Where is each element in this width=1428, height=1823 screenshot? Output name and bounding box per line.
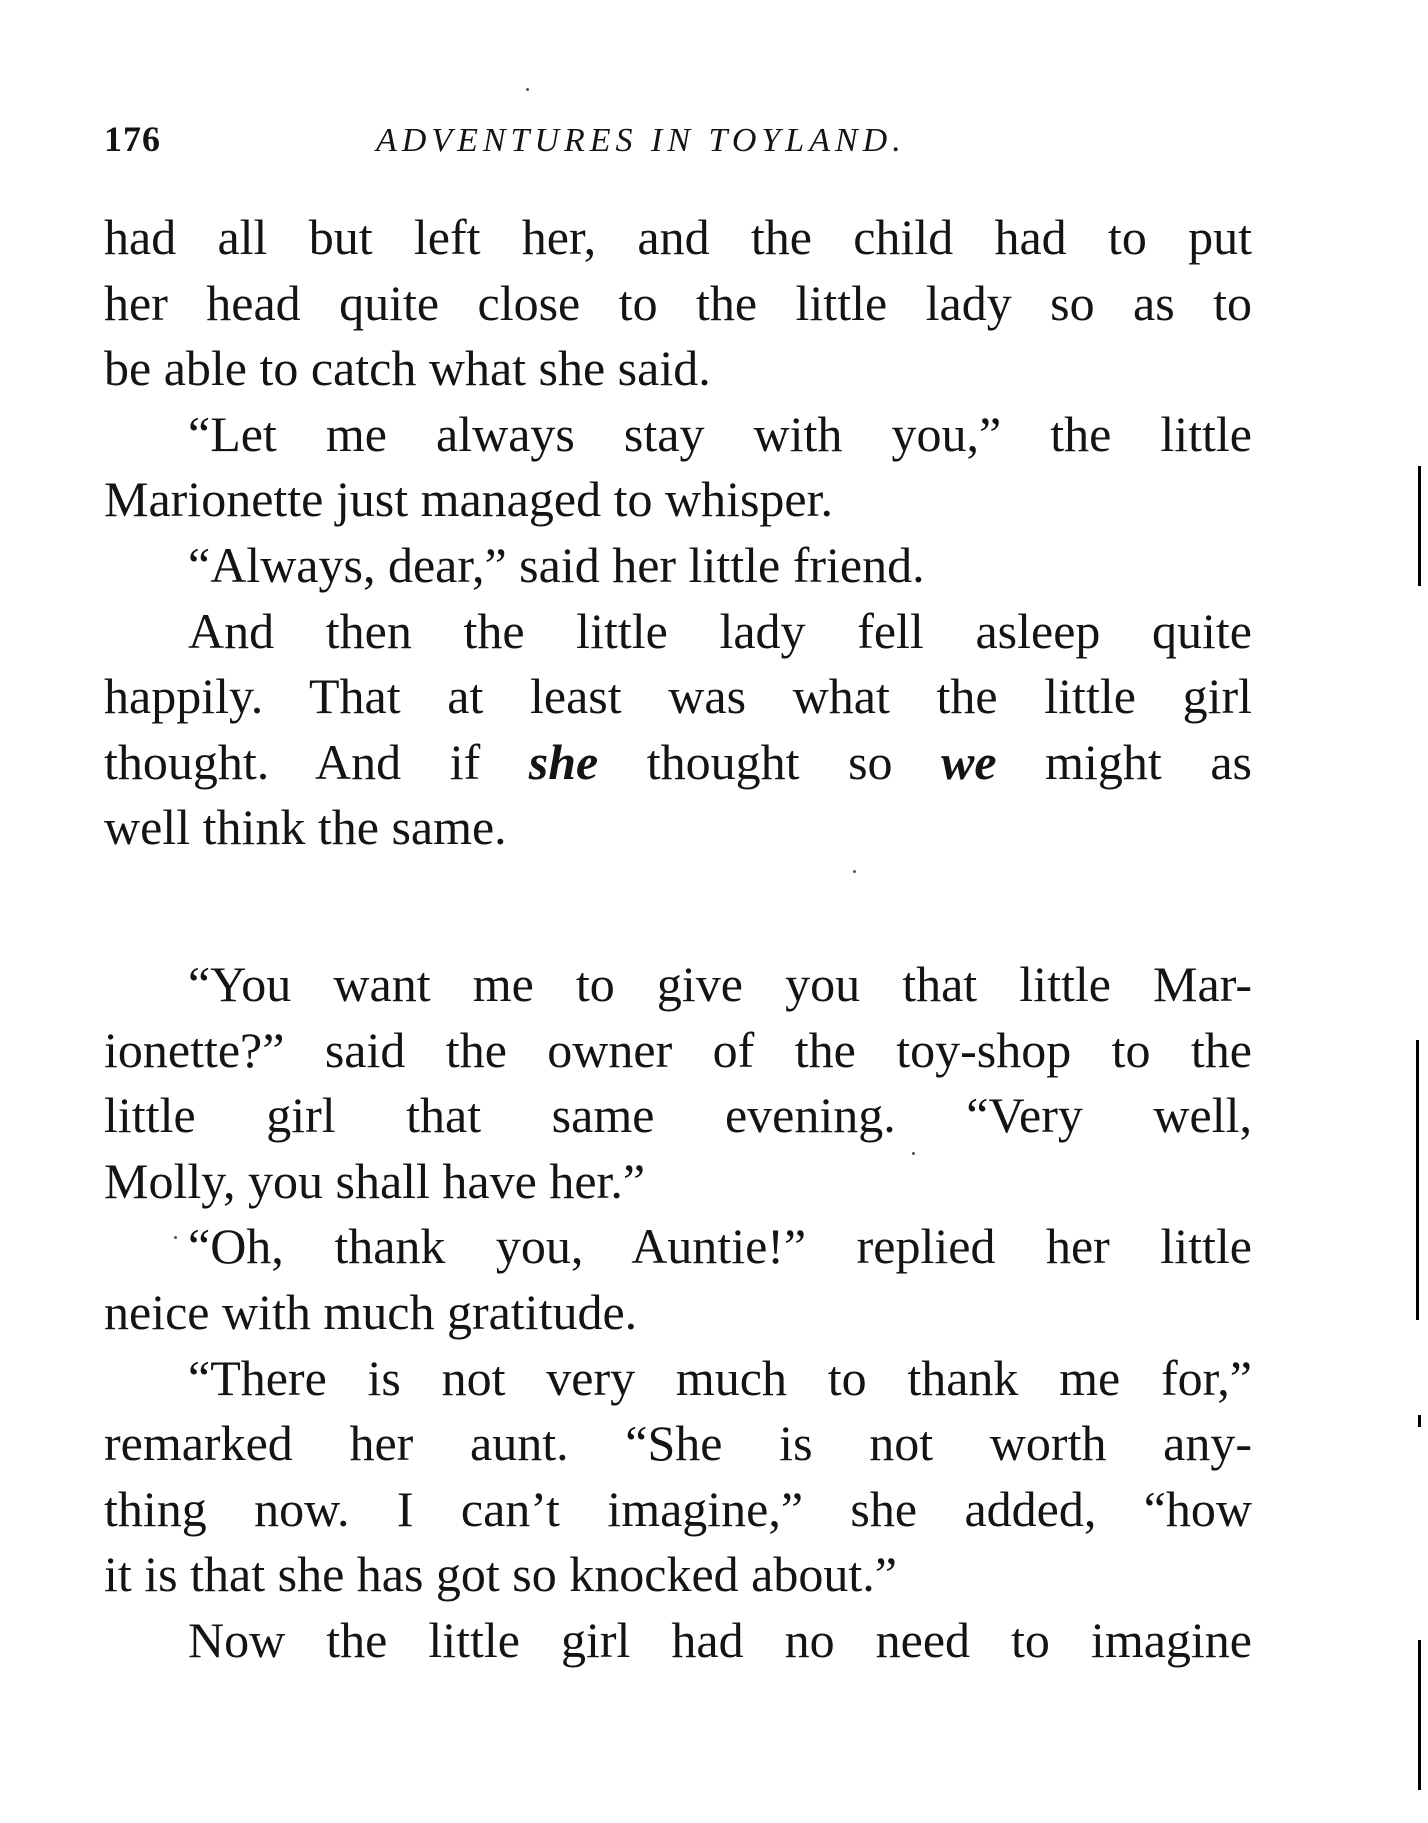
scan-edge-mark [1418, 1415, 1421, 1427]
text-segment: might as [996, 733, 1252, 790]
text-line: “You want me to give you that little Mar- [188, 956, 1252, 1012]
text-line: thing now. I can’t imagine,” she added, “how [104, 1480, 1252, 1537]
text-segment: thought so [598, 733, 942, 790]
text-line: “There is not very much to thank me for,” [188, 1349, 1252, 1406]
paper-speck [526, 88, 529, 91]
text-segment: thought. And if [104, 733, 529, 790]
emphasis-we: we [941, 733, 997, 790]
text-line: had all but left her, and the child had to put [104, 209, 1252, 265]
text-line: Marionette just managed to whisper. [104, 471, 834, 528]
running-title: ADVENTURES IN TOYLAND. [376, 122, 906, 159]
text-line: it is that she has got so knocked about.” [104, 1546, 897, 1603]
text-line: be able to catch what she said. [104, 340, 711, 397]
text-line: well think the same. [104, 799, 507, 856]
text-line: Now the little girl had no need to imagine [188, 1611, 1252, 1668]
text-line: little girl that same evening. “Very well, [104, 1087, 1252, 1144]
paper-speck [853, 870, 856, 873]
paper-speck [912, 1152, 915, 1155]
scan-edge-mark [1418, 1640, 1421, 1790]
paper-speck [174, 1236, 177, 1239]
text-line: her head quite close to the little lady so as to [104, 274, 1252, 331]
scan-edge-mark [1416, 1040, 1419, 1320]
emphasis-she: she [528, 733, 599, 790]
page-header [104, 118, 1252, 178]
text-line-with-emphasis [104, 730, 1252, 796]
text-line: Molly, you shall have her.” [104, 1152, 646, 1209]
section-two [104, 952, 1252, 1674]
text-line: happily. That at least was what the little girl [104, 668, 1252, 725]
text-line: “Always, dear,” said her little friend. [188, 536, 925, 593]
text-line: “Oh, thank you, Auntie!” replied her little [188, 1218, 1252, 1275]
section-one [104, 205, 1252, 861]
text-line: remarked her aunt. “She is not worth any- [104, 1415, 1252, 1472]
text-line: And then the little lady fell asleep quite [188, 602, 1252, 659]
page-number: 176 [104, 119, 161, 159]
text-line: “Let me always stay with you,” the little [188, 405, 1252, 462]
text-line: neice with much gratitude. [104, 1283, 638, 1340]
text-line: ionette?” said the owner of the toy-shop to the [104, 1021, 1252, 1078]
scan-edge-mark [1418, 466, 1421, 586]
